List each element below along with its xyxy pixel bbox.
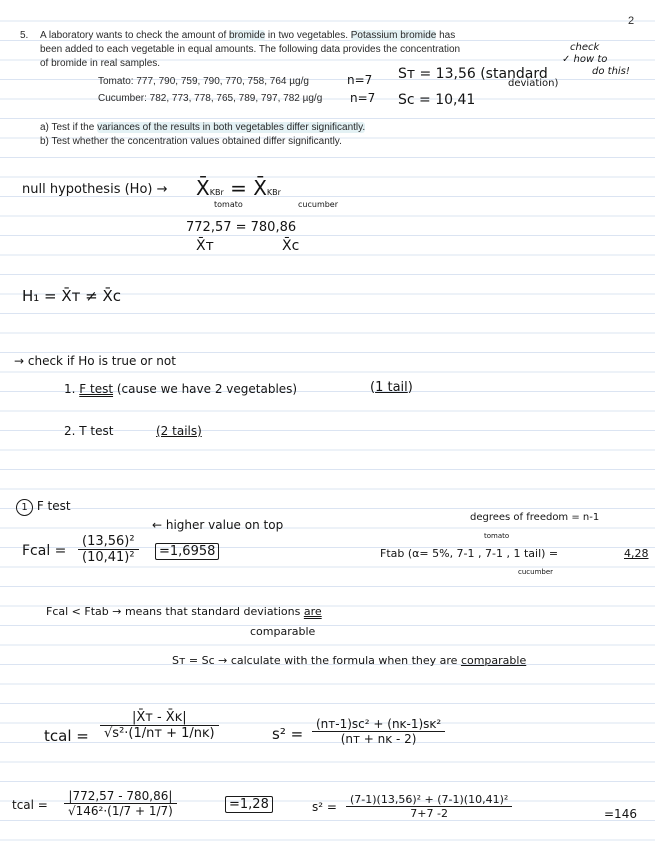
fcal-label: Fcal = bbox=[22, 543, 67, 559]
fcal-numerator: (13,56)² bbox=[82, 534, 135, 549]
fcal-fraction bbox=[78, 534, 139, 565]
s2-label: s² = bbox=[272, 725, 304, 743]
compare-comparable: comparable bbox=[250, 625, 316, 638]
kbr-sub-right: KBr bbox=[266, 188, 281, 197]
step-1-number: 1. bbox=[64, 382, 76, 396]
f-test-heading bbox=[16, 499, 71, 516]
page-number: 2 bbox=[628, 15, 635, 27]
cucumber-data: Cucumber: 782, 773, 778, 765, 789, 797, 782 µg/g bbox=[98, 93, 323, 104]
n-tomato: n=7 bbox=[347, 73, 373, 87]
step-1 bbox=[64, 382, 297, 396]
step-2: 2. T test bbox=[64, 424, 114, 438]
tcal-label: tcal = bbox=[44, 727, 89, 745]
null-hypothesis-equation bbox=[196, 176, 281, 200]
tcal-fraction bbox=[100, 710, 219, 741]
tcal-numerator: |X̄ᴛ - X̄ᴋ| bbox=[131, 710, 187, 725]
step-1-reason: (cause we have 2 vegetables) bbox=[116, 382, 298, 396]
problem-line-2: been added to each vegetable in equal amounts. The following data provides the concentration bbox=[40, 44, 461, 55]
part-a bbox=[40, 122, 365, 133]
tcal-denominator: √s²·(1/nᴛ + 1/nᴋ) bbox=[104, 726, 215, 741]
tcal-numeric-denominator: √146²·(1/7 + 1/7) bbox=[68, 804, 173, 818]
note-do-this: do this! bbox=[592, 66, 630, 77]
s-tomato-deviation: deviation) bbox=[508, 78, 559, 89]
mean-symbol-right: X̄ bbox=[253, 176, 267, 200]
s2-numerator: (nᴛ-1)sᴄ² + (nᴋ-1)sᴋ² bbox=[316, 717, 442, 731]
compare-line bbox=[46, 605, 322, 618]
problem-line-1-text-b: in two vegetables. bbox=[265, 30, 351, 41]
problem-line-1-text-a: A laboratory wants to check the amount of bbox=[40, 30, 229, 41]
part-a-text: a) Test if the bbox=[40, 122, 98, 133]
tcal-numeric-fraction bbox=[64, 789, 177, 818]
label-cucumber: cucumber bbox=[298, 200, 339, 209]
tomato-data: Tomato: 777, 790, 759, 790, 770, 758, 764 µg/g bbox=[98, 76, 309, 87]
one-tail-note: (1 tail) bbox=[370, 380, 413, 395]
s-tomato: Sᴛ = 13,56 (standard bbox=[398, 66, 548, 82]
tcal-result-box: =1,28 bbox=[225, 796, 273, 813]
alternative-hypothesis: H₁ = X̄ᴛ ≠ X̄ᴄ bbox=[22, 287, 122, 305]
two-tails-note: (2 tails) bbox=[156, 424, 202, 438]
mean-cucumber-label: X̄ᴄ bbox=[282, 238, 300, 254]
mean-tomato-label: X̄ᴛ bbox=[196, 238, 214, 254]
part-b: b) Test whether the concentration values obtained differ significantly. bbox=[40, 136, 342, 147]
tcal-result bbox=[225, 797, 273, 812]
ftab-expression: Ftab (α= 5%, 7-1 , 7-1 , 1 tail) = bbox=[380, 547, 559, 560]
s2-numeric-label: s² = bbox=[312, 800, 337, 814]
ftab-tomato-label: tomato bbox=[484, 532, 510, 540]
s2-fraction bbox=[312, 717, 445, 746]
s2-denominator: (nᴛ + nᴋ - 2) bbox=[340, 732, 417, 746]
compare-text: Fcal < Ftab → means that standard deviations bbox=[46, 605, 301, 618]
tcal-numeric-sqrt: 146²·(1/7 + 1/7) bbox=[75, 804, 173, 818]
note-how-to: ✓ how to bbox=[562, 54, 608, 65]
s2-numeric-fraction bbox=[346, 793, 512, 820]
degrees-of-freedom-note: degrees of freedom = n-1 bbox=[470, 512, 600, 523]
ftab-result: 4,28 bbox=[624, 547, 649, 560]
equals-sign: = bbox=[230, 176, 247, 200]
fcal-result bbox=[155, 544, 219, 559]
one-tail-text: 1 tail bbox=[375, 380, 408, 395]
fcal-denominator: (10,41)² bbox=[82, 550, 135, 565]
s2-numeric-denominator: 7+7 -2 bbox=[410, 807, 448, 820]
means-values: 772,57 = 780,86 bbox=[186, 220, 297, 235]
tcal-sqrt: s²·(1/nᴛ + 1/nᴋ) bbox=[112, 726, 215, 741]
s-cucumber: Sᴄ = 10,41 bbox=[398, 92, 476, 108]
s2-numeric-numerator: (7-1)(13,56)² + (7-1)(10,41)² bbox=[350, 793, 509, 806]
tcal-numeric-label: tcal = bbox=[12, 798, 48, 812]
problem-number: 5. bbox=[20, 30, 29, 41]
st-sc-comparable: comparable bbox=[460, 654, 527, 667]
mean-symbol-left: X̄ bbox=[196, 176, 210, 200]
highlight-variances: variances of the results in both vegetables differ significantly. bbox=[97, 122, 366, 133]
ftab-cucumber-label: cucumber bbox=[518, 568, 554, 576]
highlight-potassium-bromide: Potassium bromide bbox=[350, 30, 437, 41]
s2-numeric-result: =146 bbox=[604, 807, 637, 821]
kbr-sub-left: KBr bbox=[209, 188, 224, 197]
st-sc-line bbox=[172, 654, 526, 667]
null-hypothesis-label: null hypothesis (Ho) → bbox=[22, 182, 168, 197]
check-line: → check if Ho is true or not bbox=[14, 354, 176, 368]
compare-are: are bbox=[303, 605, 322, 618]
problem-line-1 bbox=[40, 30, 455, 41]
higher-value-note: ← higher value on top bbox=[152, 518, 284, 532]
problem-line-1-text-c: has bbox=[436, 30, 456, 41]
st-sc-text: Sᴛ = Sᴄ → calculate with the formula when they are bbox=[172, 654, 458, 667]
section-circle-1: 1 bbox=[16, 499, 33, 516]
problem-line-3: of bromide in real samples. bbox=[40, 58, 161, 69]
label-tomato: tomato bbox=[214, 200, 243, 209]
highlight-bromide: bromide bbox=[229, 30, 266, 41]
tcal-numeric-numerator: |772,57 - 780,86| bbox=[68, 789, 173, 803]
n-cucumber: n=7 bbox=[350, 91, 376, 105]
fcal-result-box: =1,6958 bbox=[155, 543, 219, 560]
f-test-heading-text: F test bbox=[36, 499, 71, 513]
step-1-f-test: F test bbox=[79, 382, 114, 396]
note-check: check bbox=[570, 42, 600, 53]
